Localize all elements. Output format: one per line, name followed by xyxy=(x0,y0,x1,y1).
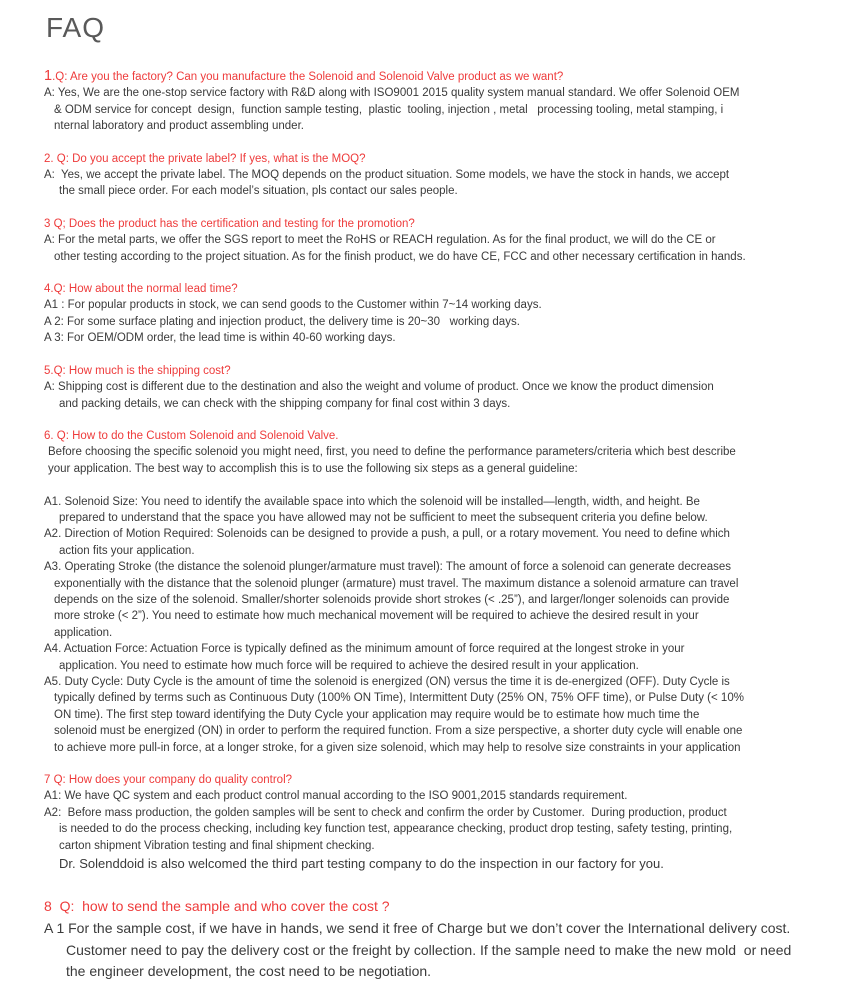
answer-line: A1: We have QC system and each product control manual according to the ISO 9001,2015 standards requirement. xyxy=(44,790,628,803)
answer-line: A: For the metal parts, we offer the SGS report to meet the RoHS or REACH regulation. As for the final product, we will do the CE or xyxy=(44,234,716,247)
faq-section-3 xyxy=(44,216,826,265)
answer-line: A2: Before mass production, the golden samples will be sent to check and confirm the order by Customer. During production, product xyxy=(44,806,727,819)
answer-line: A2. Direction of Motion Required: Solenoids can be designed to provide a push, a pull, or a rotary movement. You need to define which xyxy=(44,528,730,541)
answer-line: A4. Actuation Force: Actuation Force is typically defined as the minimum amount of force required at the longest stroke in your xyxy=(44,643,685,656)
question-text: 7 Q: How does your company do quality control? xyxy=(44,774,293,787)
question-text: 3 Q; Does the product has the certification and testing for the promotion? xyxy=(44,217,415,230)
answer-line: application. xyxy=(54,626,113,639)
answer-line: & ODM service for concept design, function sample testing, plastic tooling, injection , metal processing tooling, metal stamping, i xyxy=(54,103,724,116)
question-heading xyxy=(44,68,826,85)
question-heading xyxy=(44,151,826,167)
answer-line: the engineer development, the cost need to be negotiation. xyxy=(66,963,432,980)
faq-section-2 xyxy=(44,151,826,200)
answer-line: Customer need to pay the delivery cost or the freight by collection. If the sample need to make the new mold or need xyxy=(66,941,792,958)
answer-line: Dr. Solenddoid is also welcomed the third part testing company to do the inspection in our factory for you. xyxy=(59,856,664,872)
answer-line: A5. Duty Cycle: Duty Cycle is the amount of time the solenoid is energized (ON) versus the time it is de-energized (OFF). Duty Cycle is xyxy=(44,675,730,688)
question-text: 5.Q: How much is the shipping cost? xyxy=(44,364,231,377)
faq-section-1 xyxy=(44,68,826,135)
blank-line xyxy=(44,477,826,493)
question-heading xyxy=(44,896,826,918)
question-heading xyxy=(44,281,826,297)
question-text: 8 Q: how to send the sample and who cover the cost ? xyxy=(44,898,390,915)
faq-section-4 xyxy=(44,281,826,347)
answer-line: depends on the size of the solenoid. Smaller/shorter solenoids provide short strokes (< .25”), and larger/longer solenoids can provide xyxy=(54,593,730,606)
answer-line: application. You need to estimate how much force will be required to achieve the desired result in your application. xyxy=(59,659,639,672)
question-heading xyxy=(44,428,826,444)
answer-line: A: Shipping cost is different due to the destination and also the weight and volume of product. Once we know the product dimension xyxy=(44,381,714,394)
answer-line: Before choosing the specific solenoid you might need, first, you need to define the performance parameters/criteria which best describe xyxy=(48,446,736,459)
faq-section-5 xyxy=(44,363,826,412)
answer-line: and packing details, we can check with the shipping company for final cost within 3 days. xyxy=(59,397,511,410)
answer-line: nternal laboratory and product assembling under. xyxy=(54,120,304,133)
faq-sections xyxy=(44,68,826,983)
question-heading xyxy=(44,363,826,379)
answer-line: other testing according to the project situation. As for the finish product, we do have CE, FCC and other necessary certification in hands. xyxy=(54,250,746,263)
answer-line: A 1 For the sample cost, if we have in hands, we send it free of Charge but we don’t cover the International delivery cost. xyxy=(44,919,791,936)
answer-line: A 2: For some surface plating and injection product, the delivery time is 20~30 working days. xyxy=(44,315,520,328)
answer-line: exponentially with the distance that the solenoid plunger (armature) must travel. The maximum distance a solenoid armature can travel xyxy=(54,577,739,590)
answer-line: A: Yes, we accept the private label. The MOQ depends on the product situation. Some models, we have the stock in hands, we accept xyxy=(44,169,730,182)
answer-line: your application. The best way to accomplish this is to use the following six steps as a general guideline: xyxy=(48,462,578,475)
answer-line: ON time). The first step toward identifying the Duty Cycle your application may require would be to estimate how much time the xyxy=(54,708,700,721)
answer-line: A: Yes, We are the one-stop service factory with R&D along with ISO9001 2015 quality system manual standard. We offer Solenoid OEM xyxy=(44,87,740,100)
faq-section-8 xyxy=(44,896,826,983)
faq-section-6 xyxy=(44,428,826,756)
answer-line: to achieve more pull-in force, at a longer stroke, for a given size solenoid, which may help to resolve size constraints in your application xyxy=(54,741,741,754)
page-title: FAQ xyxy=(46,12,106,43)
question-heading xyxy=(44,216,826,232)
answer-line: A3. Operating Stroke (the distance the solenoid plunger/armature must travel): The amount of force a solenoid can generate decreases xyxy=(44,561,731,574)
answer-line: carton shipment Vibration testing and final shipment checking. xyxy=(59,839,375,852)
question-text: .Q: Are you the factory? Can you manufacture the Solenoid and Solenoid Valve product as we want? xyxy=(52,71,564,83)
answer-line: more stroke (< 2”). You need to estimate how much mechanical movement will be required to achieve the desired result in your xyxy=(54,610,699,623)
question-text: 4.Q: How about the normal lead time? xyxy=(44,283,238,296)
answer-line: the small piece order. For each model’s situation, pls contact our sales people. xyxy=(59,185,458,198)
answer-line: typically defined by terms such as Continuous Duty (100% ON Time), Intermittent Duty (25% ON, 75% OFF time), or Pulse Duty (< 10% xyxy=(54,692,744,705)
question-number: 1 xyxy=(44,68,53,84)
question-heading xyxy=(44,772,826,788)
answer-line: is needed to do the process checking, including key function test, appearance checking, product drop testing, safety testing, printing, xyxy=(59,823,733,836)
faq-section-7 xyxy=(44,772,826,874)
answer-line: solenoid must be energized (ON) in order to perform the required function. From a size perspective, a shorter duty cycle will enable one xyxy=(54,725,743,738)
answer-line: A1 : For popular products in stock, we can send goods to the Customer within 7~14 working days. xyxy=(44,299,542,312)
answer-line: prepared to understand that the space you have allowed may not be sufficient to meet the subsequent criteria you define below. xyxy=(59,511,708,524)
answer-line: action fits your application. xyxy=(59,544,195,557)
answer-line: A1. Solenoid Size: You need to identify the available space into which the solenoid will be installed—length, width, and height. Be xyxy=(44,495,700,508)
question-text: 6. Q: How to do the Custom Solenoid and Solenoid Valve. xyxy=(44,429,339,442)
answer-line: A 3: For OEM/ODM order, the lead time is within 40-60 working days. xyxy=(44,332,396,345)
question-text: 2. Q: Do you accept the private label? If yes, what is the MOQ? xyxy=(44,152,366,165)
